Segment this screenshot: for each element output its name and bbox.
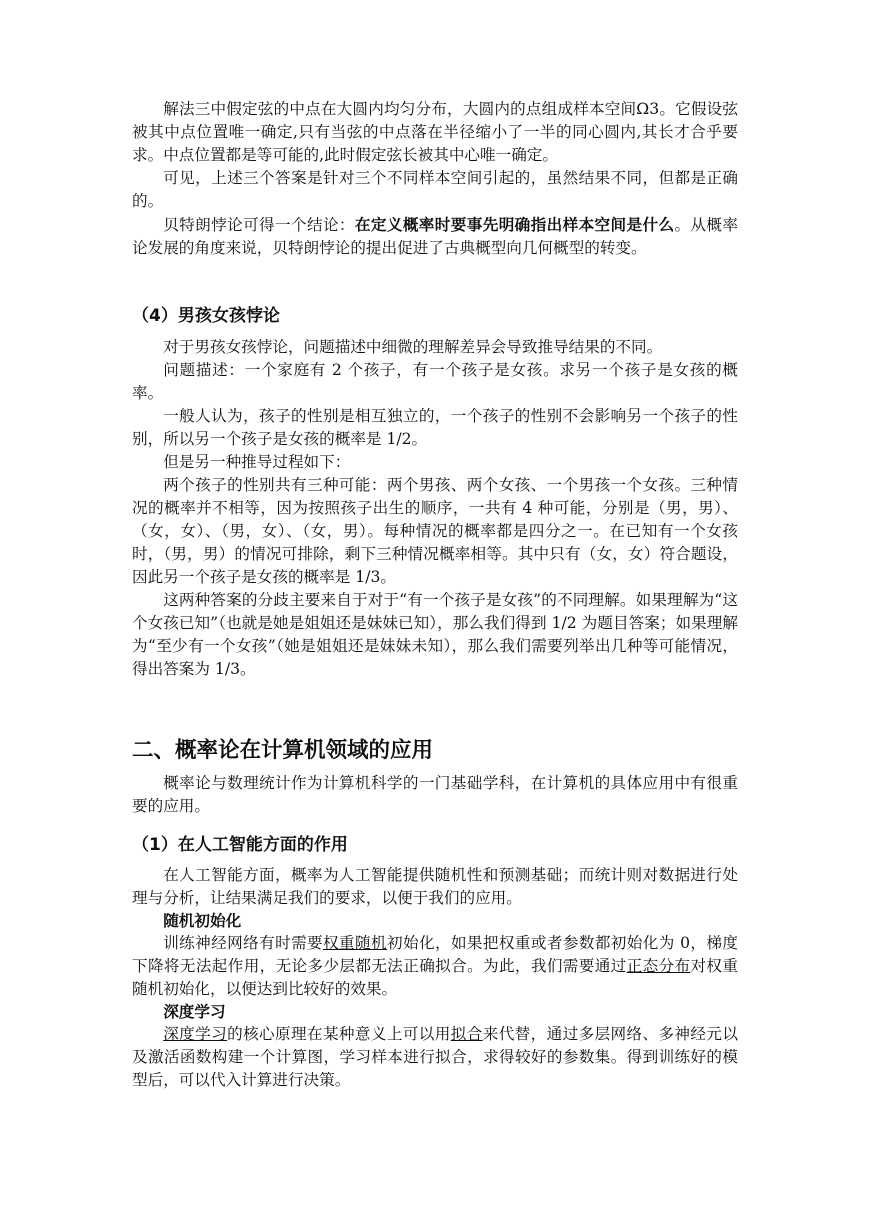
paragraph-alternative: 但是另一种推导过程如下： <box>163 453 351 471</box>
document-page <box>132 98 738 1092</box>
paragraph-ai-intro: 在人工智能方面，概率为人工智能提供随机性和预测基础；而统计则对数据进行处理与分析，让结果满足我们的要求，以便于我们的应用。 <box>132 866 738 907</box>
underlined-term: 权重随机 <box>323 934 387 952</box>
text-run: 对权重随机初始化，以便达到比较好的效果。 <box>132 957 738 998</box>
underlined-term: 拟合 <box>450 1025 483 1043</box>
underlined-term: 正态分布 <box>626 957 691 975</box>
text-run: 初始化，如果把权重或者参数都初始化为 0，梯度下降将无法起作用，无论多少层都无法正确拟合。为此，我们需要通过 <box>132 934 738 975</box>
paragraph-problem: 问题描述：一个家庭有 2 个孩子，有一个孩子是女孩。求另一个孩子是女孩的概率。 <box>132 361 738 402</box>
text-run: 的核心原理在某种意义上可以用 <box>227 1025 451 1043</box>
paragraph-bertrand-conclusion <box>132 213 738 260</box>
paragraph-derivation: 两个孩子的性别共有三种可能：两个男孩、两个女孩、一个男孩一个女孩。三种情况的概率并不相等，因为按照孩子出生的顺序，一共有 4 种可能，分别是（男，男）、（女，女）、（男，女）、（女，男）。每种情况的概率都是四分之一。在已知有一个女孩时，（男，男）的情况可排除，剩下三种情况概率相等。其中只有（女，女）符合题设，因此另一个孩子是女孩的概率是 1/3。 <box>132 476 738 586</box>
text-run: 贝特朗悖论可得一个结论： <box>163 216 355 234</box>
paragraph-divergence: 这两种答案的分歧主要来自于对于“有一个孩子是女孩”的不同理解。如果理解为“这个女孩已知”（也就是她是姐姐还是妹妹已知），那么我们得到 1/2 为题目答案；如果理解为“至少有一个女孩”（她是姐姐还是妹妹未知），那么我们需要列举出几种等可能情况，得出答案为 1/3。 <box>132 591 738 678</box>
subheading-deep-learning: 深度学习 <box>163 1003 226 1021</box>
text-run: 。从概率论发展的角度来说，贝特朗悖论的提出促进了古典概型向几何概型的转变。 <box>132 216 738 257</box>
paragraph-chapter-intro: 概率论与数理统计作为计算机科学的一门基础学科，在计算机的具体应用中有很重要的应用。 <box>132 774 738 815</box>
paragraph-common-view: 一般人认为，孩子的性别是相互独立的，一个孩子的性别不会影响另一个孩子的性别，所以另一个孩子是女孩的概率是 1/2。 <box>132 407 738 448</box>
paragraph-random-init <box>132 932 738 1001</box>
bold-emphasis: 在定义概率时要事先明确指出样本空间是什么 <box>354 215 675 234</box>
underlined-term: 深度学习 <box>163 1025 228 1043</box>
paragraph-deep-learning <box>132 1023 738 1092</box>
text-run: 来代替，通过多层网络、多神经元以及激活函数构建一个计算图，学习样本进行拟合，求得较好的参数集。得到训练好的模型后，可以代入计算进行决策。 <box>132 1025 738 1089</box>
chapter-heading: 二、概率论在计算机领域的应用 <box>132 738 434 763</box>
paragraph-intro: 对于男孩女孩悖论，问题描述中细微的理解差异会导致推导结果的不同。 <box>163 338 663 356</box>
section-heading-ai: （1）在人工智能方面的作用 <box>132 835 348 855</box>
subheading-random-init: 随机初始化 <box>163 912 242 930</box>
paragraph-conclusion: 可见，上述三个答案是针对三个不同样本空间引起的，虽然结果不同，但都是正确的。 <box>132 169 738 210</box>
section-heading-boy-girl-paradox: （4）男孩女孩悖论 <box>132 306 280 326</box>
text-run: 训练神经网络有时需要 <box>163 934 324 952</box>
paragraph-solution-three: 解法三中假定弦的中点在大圆内均匀分布，大圆内的点组成样本空间Ω3。它假设弦被其中点位置唯一确定,只有当弦的中点落在半径缩小了一半的同心圆内,其长才合乎要求。中点位置都是等可能的,此时假定弦长被其中心唯一确定。 <box>132 100 738 164</box>
